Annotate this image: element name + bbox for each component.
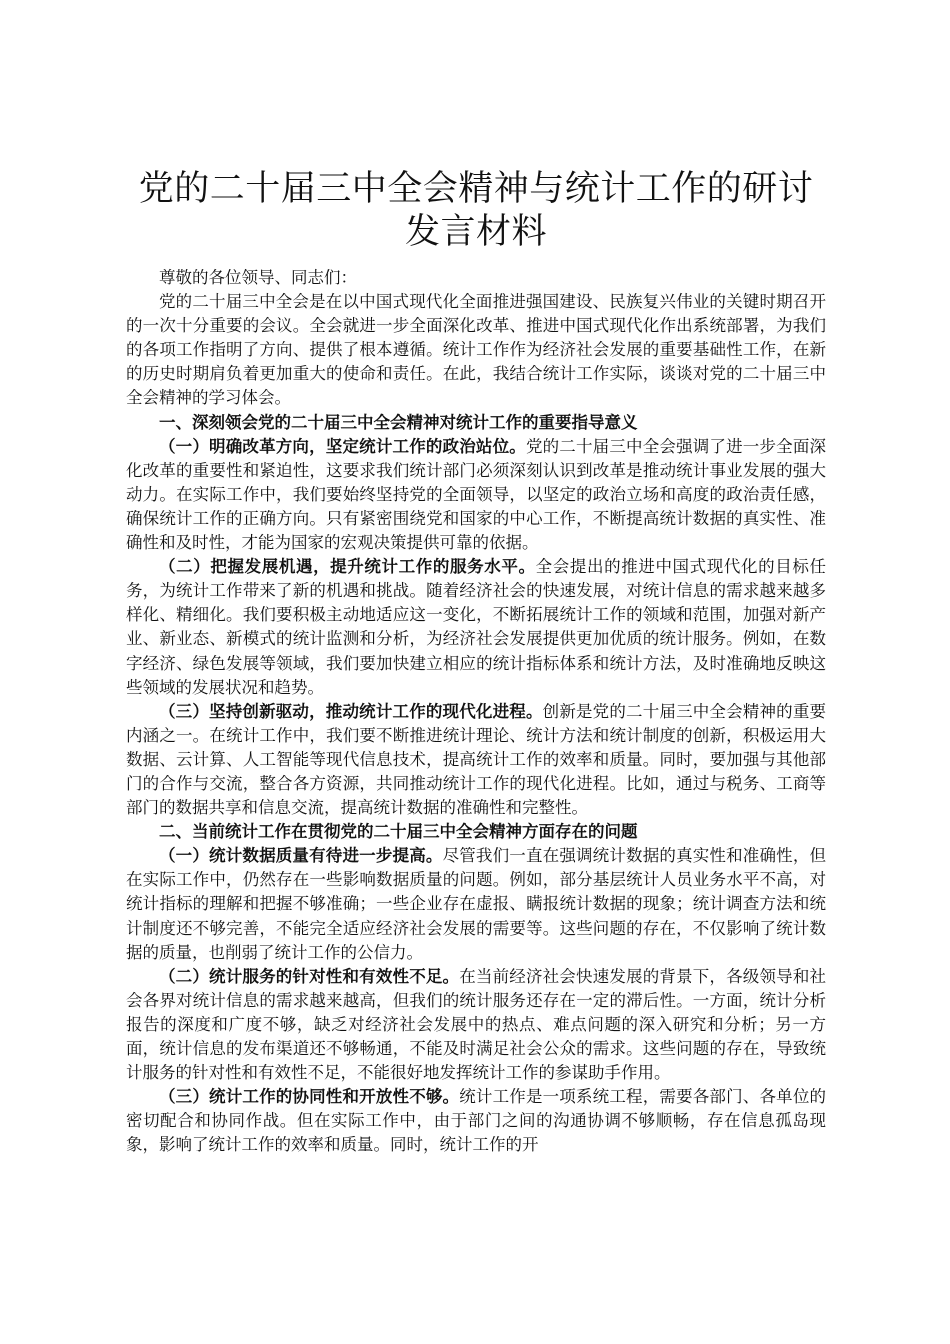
section-2-item-2 (126, 965, 826, 1085)
document-title: 党的二十届三中全会精神与统计工作的研讨发言材料 (138, 169, 814, 252)
section-2-item-1 (126, 844, 826, 964)
section-2-item-3-text: 统计工作是一项系统工程，需要各部门、各单位的密切配合和协同作战。但在实际工作中，由于部门之间的沟通协调不够顺畅，存在信息孤岛现象，影响了统计工作的效率和质量。同时，统计工作的开 (126, 1087, 827, 1155)
document-page (126, 168, 826, 1157)
section-1-item-1 (126, 435, 826, 555)
section-2-item-1-text: 尽管我们一直在强调统计数据的真实性和准确性，但在实际工作中，仍然存在一些影响数据质量的问题。例如，部分基层统计人员业务水平不高，对统计指标的理解和把握不够准确；一些企业存在虚报、瞒报统计数据的现象；统计调查方法和统计制度还不够完善，不能完全适应经济社会发展的需要等。这些问题的存在，不仅影响了统计数据的质量，也削弱了统计工作的公信力。 (126, 846, 827, 962)
section-2-item-3-lead: （三）统计工作的协同性和开放性不够。 (159, 1087, 460, 1107)
section-1-item-2-text: 全会提出的推进中国式现代化的目标任务，为统计工作带来了新的机遇和挑战。随着经济社会的快速发展，对统计信息的需求越来越多样化、精细化。我们要积极主动地适应这一变化，不断拓展统计工作的领域和范围，加强对新产业、新业态、新模式的统计监测和分析，为经济社会发展提供更加优质的统计服务。例如，在数字经济、绿色发展等领域，我们要加快建立相应的统计指标体系和统计方法，及时准确地反映这些领域的发展状况和趋势。 (126, 557, 827, 697)
section-2-item-3 (126, 1085, 826, 1157)
section-1-item-1-text: 党的二十届三中全会强调了进一步全面深化改革的重要性和紧迫性，这要求我们统计部门必须深刻认识到改革是推动统计事业发展的强大动力。在实际工作中，我们要始终坚持党的全面领导，以坚定的政治立场和高度的政治责任感，确保统计工作的正确方向。只有紧密围绕党和国家的中心工作，不断提高统计数据的真实性、准确性和及时性，才能为国家的宏观决策提供可靠的依据。 (126, 436, 827, 553)
section-2-item-2-lead: （二）统计服务的针对性和有效性不足。 (159, 966, 460, 986)
intro-paragraph: 党的二十届三中全会是在以中国式现代化全面推进强国建设、民族复兴伟业的关键时期召开的一次十分重要的会议。全会就进一步全面深化改革、推进中国式现代化作出系统部署，为我们的各项工作指明了方向、提供了根本遵循。统计工作作为经济社会发展的重要基础性工作，在新的历史时期肩负着更加重大的使命和责任。在此，我结合统计工作实际，谈谈对党的二十届三中全会精神的学习体会。 (126, 292, 826, 408)
section-1-item-1-lead: （一）明确改革方向，坚定统计工作的政治站位。 (159, 436, 526, 456)
salutation: 尊敬的各位领导、同志们： (159, 268, 357, 287)
section-1-heading: 一、深刻领会党的二十届三中全会精神对统计工作的重要指导意义 (159, 412, 638, 432)
section-2-item-1-lead: （一）统计数据质量有待进一步提高。 (159, 846, 443, 866)
section-2-heading: 二、当前统计工作在贯彻党的二十届三中全会精神方面存在的问题 (159, 822, 638, 842)
section-1-item-2-lead: （二）把握发展机遇，提升统计工作的服务水平。 (159, 557, 536, 577)
section-1-item-3 (126, 700, 826, 820)
section-2-item-2-text: 在当前经济社会快速发展的背景下，各级领导和社会各界对统计信息的需求越来越高，但我们的统计服务还存在一定的滞后性。一方面，统计分析报告的深度和广度不够，缺乏对经济社会发展中的热点、难点问题的深入研究和分析；另一方面，统计信息的发布渠道还不够畅通，不能及时满足社会公众的需求。这些问题的存在，导致统计服务的针对性和有效性不足，不能很好地发挥统计工作的参谋助手作用。 (126, 966, 827, 1083)
section-1-item-2 (126, 555, 826, 700)
section-1-item-3-lead: （三）坚持创新驱动，推动统计工作的现代化进程。 (159, 701, 543, 721)
section-1-item-3-text: 创新是党的二十届三中全会精神的重要内涵之一。在统计工作中，我们要不断推进统计理论、统计方法和统计制度的创新，积极运用大数据、云计算、人工智能等现代信息技术，提高统计工作的效率和质量。同时，要加强与其他部门的合作与交流，整合各方资源，共同推动统计工作的现代化进程。比如，通过与税务、工商等部门的数据共享和信息交流，提高统计数据的准确性和完整性。 (126, 701, 827, 818)
